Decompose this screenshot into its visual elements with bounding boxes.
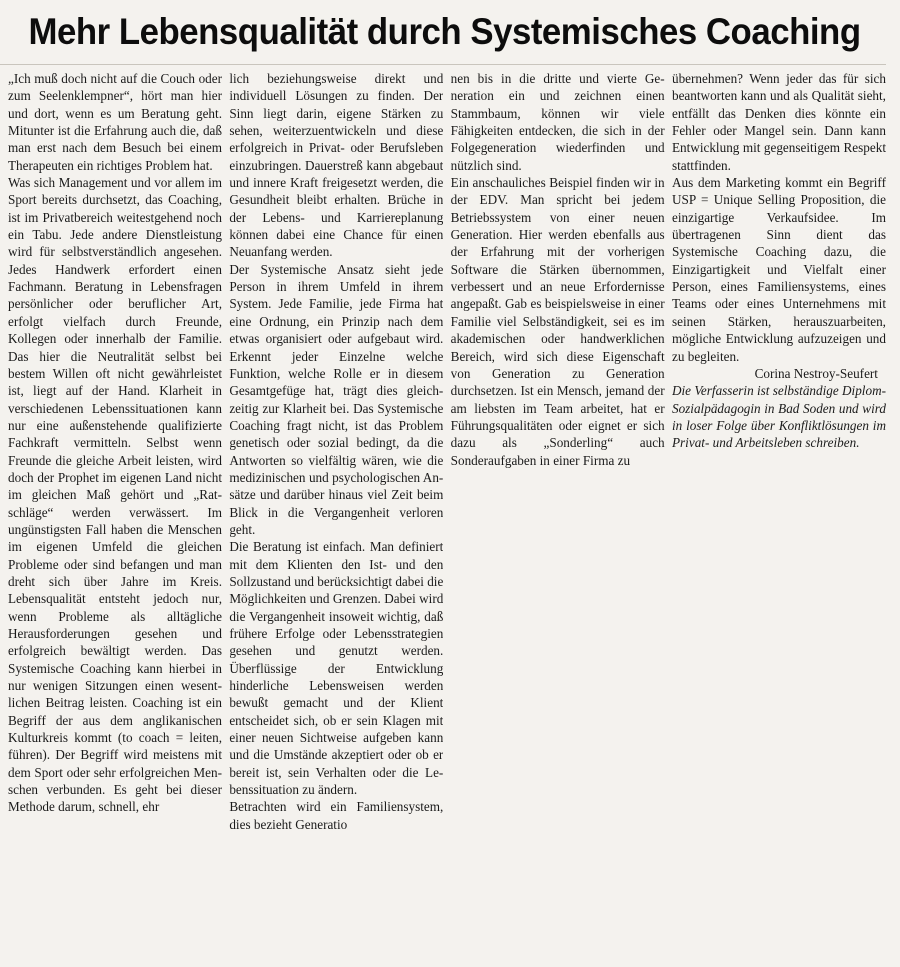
paragraph: Aus dem Marketing kommt ein Begriff USP = Unique Selling Proposition, die einzigartige Verkaufsidee. Im übertragenen Sinn dient das Systemische Coaching dazu, die Einzigartigkeit und Vielfalt einer Person, eines Familiensystems, eines Teams oder eines Unternehmens mit seinen Stärken, herauszuarbeiten, mögliche Entwicklung aufzuzeigen und zu begleiten. bbox=[671, 175, 886, 364]
paragraph: Der Systemische Ansatz sieht jede Person in ihrem Umfeld in ihrem System. Jede Familie, jede Firma hat eine Ordnung, ein Prinzip nach dem etwas organisiert oder aufgebaut wird. Erkennt jeder Einzelne welche Funktion, welche Rolle er in diesem Gesamtgefüge hat, trägt dies gleichzeitig zur Klarheit bei. Das Systemische Coaching fragt nicht, ist das Problem genetisch oder sozial bedingt, da die Antworten so vielfältig wären, wie die medizinischen und psychologischen Ansätze und darüber hinaus viel Zeit beim Blick in die Vergangenheit verloren geht. bbox=[229, 261, 444, 537]
paragraph: „Ich muß doch nicht auf die Couch oder zum Seelenklempner“, hört man hier und dort, wenn es um Beratung geht. Mitunter ist die Erfahrung auch die, daß man erst nach dem Besuch bei einem Therapeuten ein richtiges Problem hat. bbox=[8, 71, 222, 173]
article-column-2 bbox=[229, 70, 443, 962]
paragraph: übernehmen? Wenn jeder das für sich beantworten kann und als Qualität sieht, entfällt das Denken dies könnte ein Fehler oder Mangel sein. Dann kann Entwicklung mit gegenseitigem Respekt stattfinden. bbox=[671, 71, 886, 173]
paragraph: Betrachten wird ein Familiensystem, dies bezieht Generatio bbox=[229, 799, 444, 832]
article-column-3 bbox=[451, 70, 665, 962]
paragraph: lich beziehungsweise direkt und individuell Lösungen zu finden. Der Sinn liegt darin, eigene Stärken zu sehen, weiterzuentwickeln und diese erfolgreich in Privat- oder Berufsleben einzubringen. Dauerstreß kann abgebaut und innere Kraft freigesetzt werden, die Gesundheit bleibt erhalten. Brüche in der Lebens- und Karriereplanung können dabei eine Chance für einen Neuanfang werden. bbox=[229, 71, 444, 260]
author-note: Die Verfasserin ist selbständige Diplom-Sozialpädagogin in Bad Soden und wird in loser Folge über Konfliktlösungen im Privat- und Arbeitsleben schreiben. bbox=[671, 383, 886, 451]
paragraph: nen bis in die dritte und vierte Generation ein und zeichnen einen Stammbaum, können wir viele Fähigkeiten entdecken, die sich in der Folgegeneration wiederfinden und nützlich sind. bbox=[450, 71, 665, 173]
paragraph: Was sich Management und vor allem im Sport bereits durchsetzt, das Coaching, ist im Privatbereich weitestgehend noch ein Tabu. Jede andere Dienstleistung wird für selbstverständlich angesehen. Jedes Handwerk erfordert einen Fachmann. Beratung in Lebensfragen persönlicher oder beruflicher Art, erfolgt vielfach durch Freunde, Kollegen oder innerhalb der Familie. Das hier die Neutralität selbst bei bestem Willen oft nicht gewährleistet ist, liegt auf der Hand. Klarheit in verschiedenen Lebenssituationen kann nur eine außenstehende qualifizierte Fachkraft vermitteln. Selbst wenn Freunde die gleiche Arbeit leisten, wird doch der Prophet im eigenen Land nicht im gleichen Maß gehört und „Ratschläge“ werden verwässert. Im ungünstigsten Fall haben die Menschen im eigenen Umfeld die gleichen Probleme oder sind befangen und man dreht sich über Jahre im Kreis. Lebensqualität entsteht jedoch nur, wenn Probleme als alltägliche Herausforderungen gesehen und erfolgreich bewältigt werden. Das Systemische Coaching kann hierbei in nur wenigen Sitzungen einen wesentlichen Beitrag leisten. Coaching ist ein Begriff der aus dem anglikanischen Kulturkreis kommt (to coach = leiten, führen). Der Begriff wird meistens mit dem Sport oder sehr erfolgreichen Menschen verbunden. Es geht bei dieser Methode darum, schnell, ehr bbox=[8, 175, 222, 815]
article-headline: Mehr Lebensqualität durch Systemisches Coaching bbox=[28, 11, 861, 52]
paragraph: Die Beratung ist einfach. Man definiert mit dem Klienten den Ist- und den Sollzustand und berücksichtigt dabei die Möglichkeiten und Grenzen. Dabei wird die Vergangenheit insoweit wichtig, daß frühere Erfolge oder Lebensstrategien gesehen und genutzt werden. Überflüssige der Entwicklung hinderliche Lebensweisen werden bewußt gemacht und der Klient entscheidet sich, ob er sein Klagen mit einer neuen Sichtweise aufgeben kann und die Umstände akzeptiert oder ob er bereit ist, sein Verhalten oder die Lebenssituation zu ändern. bbox=[229, 539, 444, 798]
headline-rule bbox=[0, 64, 886, 65]
article-column-1 bbox=[8, 70, 222, 962]
article-columns bbox=[8, 70, 886, 962]
paragraph: Ein anschauliches Beispiel finden wir in der EDV. Man spricht bei jedem Betriebssystem von einer neuen Generation. Hier werden ebenfalls aus der Erfahrung mit der vorherigen Software die Stärken übernommen, verbessert und an neue Erfordernisse angepaßt. Gab es beispielsweise in einer Familie viel Selbständigkeit, sei es im akademischen oder handwerklichen Bereich, wird sich diese Eigenschaft von Generation zu Generation durchsetzen. Ist ein Mensch, jemand der am liebsten im Team arbeitet, hat er Führungsqualitäten oder eignet er sich dazu als „Sonderling“ auch Sonderaufgaben in einer Firma zu bbox=[450, 175, 665, 468]
author-name: Corina Nestroy-Seufert bbox=[754, 365, 878, 381]
article-column-4 bbox=[672, 70, 886, 962]
